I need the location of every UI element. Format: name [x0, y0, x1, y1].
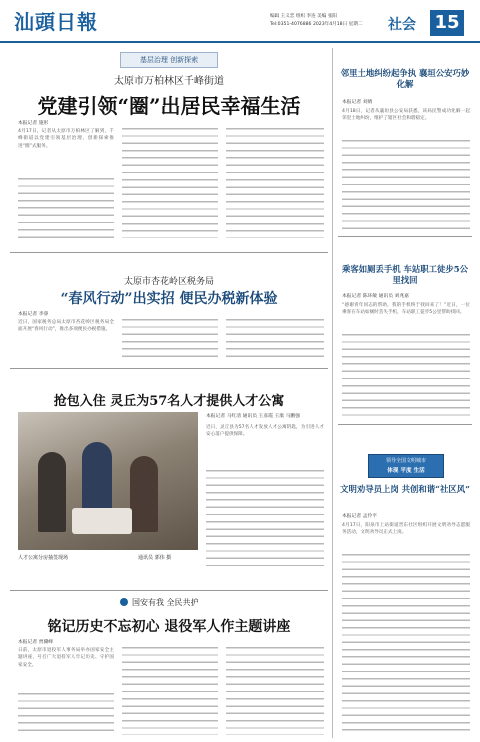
- story-subhead: 太原市万柏林区千峰街道: [114, 76, 224, 87]
- story-byline: 本报记者 李睿: [18, 312, 49, 317]
- story-body-col1: [18, 693, 114, 735]
- story-tax-bureau: [10, 256, 328, 366]
- story-headline: 文明劝导员上岗 共创和谐“社区风”: [340, 484, 470, 494]
- divider: [10, 252, 328, 253]
- story-headline: 邻里土地纠纷起争执 襄垣公安巧妙化解: [340, 68, 470, 89]
- story-headline: 铭记历史不忘初心 退役军人作主题讲座: [47, 619, 291, 635]
- photo-caption: 人才公寓分房抽签现场: [18, 555, 69, 561]
- story-land-dispute: [338, 48, 472, 234]
- story-body-col1: [18, 178, 114, 238]
- divider: [338, 236, 472, 237]
- story-banner: 国安有我 全民共护: [132, 598, 199, 607]
- story-headline: 党建引领“圈”出居民幸福生活: [37, 94, 301, 118]
- story-body-col3: [226, 319, 324, 363]
- story-kicker: 基层治理 创新探索: [120, 52, 218, 68]
- story-lead: 近日，国家税务总局太原市杏花岭区税务局全面开展“春风行动”，推出多项便民办税措施。: [18, 320, 114, 333]
- photo-credit: 通讯员 郭伟 摄: [138, 555, 172, 561]
- story-byline: 本报记者 贾骥峰: [18, 640, 54, 645]
- story-talent-apartments: [10, 372, 328, 590]
- story-body-col3: [226, 128, 324, 238]
- person-figure: [130, 456, 158, 532]
- story-byline: 本报记者 孟伶平: [342, 514, 378, 519]
- divider: [338, 424, 472, 425]
- masthead: [0, 0, 480, 44]
- person-figure: [38, 452, 66, 532]
- newspaper-logo: 汕頭日報: [14, 10, 98, 34]
- event-photo: [18, 412, 198, 550]
- story-body: [206, 470, 324, 566]
- story-body: [342, 334, 470, 418]
- story-subhead: 太原市杏花岭区税务局: [123, 277, 214, 287]
- story-lead: 4月18日，记者从襄垣县公安局获悉，该局民警成功化解一起邻里土地纠纷，维护了辖区社会和谐稳定。: [342, 109, 470, 122]
- story-lead: 近日，灵丘县为57名人才发放人才公寓钥匙，为引进人才安心落户提供保障。: [206, 425, 324, 438]
- story-party-building: [10, 48, 328, 250]
- story-headline: 乘客如厕丢手机 车站职工徒步5公里找回: [342, 264, 468, 285]
- story-body: [342, 554, 470, 734]
- divider: [10, 368, 328, 369]
- story-lead: 4月17日，记者从太原市万柏林区了解到，千峰街道以党建引领基层治理，创新探索推进“圈”式服务。: [18, 129, 114, 149]
- story-lead: “感谢青年同志的帮助，我的手机终于找回来了！”近日，一位乘客在车站如厕时丢失手机，车站职工徒步5公里帮助找回。: [342, 303, 470, 316]
- page-number: 15: [430, 10, 464, 36]
- section-title: 社会: [388, 17, 416, 33]
- story-body-col2: [122, 647, 218, 735]
- editor-credits: 编辑 王义恋 组织 李连 美编 张阳: [270, 14, 338, 19]
- story-headline: 抢包入住 灵丘为57名人才提供人才公寓: [53, 394, 285, 409]
- story-byline: 本报记者 刘婧: [342, 100, 373, 105]
- campaign-tag-top: 领导全国文明城市: [385, 458, 426, 464]
- story-byline: 本报记者 陈环敏 通讯员 刘兆嘉: [342, 294, 409, 299]
- story-civility-guides: [338, 428, 472, 738]
- campaign-tag-bottom: 体现 平度 生活: [387, 468, 425, 474]
- column-divider: [332, 48, 333, 738]
- story-lead: 4月17日，阳泉市上站街道晋东社区组织开展文明劝导志愿服务活动，文明劝导员正式上岗。: [342, 523, 470, 536]
- divider: [10, 590, 328, 591]
- story-lost-phone: [338, 240, 472, 422]
- story-body: [342, 140, 470, 230]
- story-byline: 本报记者 施彤: [18, 121, 49, 126]
- story-body-col3: [226, 647, 324, 735]
- campaign-tag: [368, 454, 444, 478]
- story-body-col2: [122, 128, 218, 238]
- masthead-rule: [0, 41, 480, 43]
- story-body-col2: [122, 319, 218, 363]
- story-veterans-lecture: [10, 594, 328, 738]
- contact-date: Tel:0351-4076886 2023年4月18日 星期二: [270, 22, 363, 27]
- story-headline: “春风行动”出实招 便民办税新体验: [60, 291, 278, 307]
- story-byline: 本报记者 马红清 通讯员 王彦霞 王康 马鹏强: [206, 414, 300, 419]
- emblem-icon: [120, 598, 128, 606]
- lottery-box: [72, 508, 132, 534]
- story-lead: 日前，太原市退役军人事务局举办国家安全主题讲座，号召广大退役军人牢记历史、守护国家安全。: [18, 648, 114, 668]
